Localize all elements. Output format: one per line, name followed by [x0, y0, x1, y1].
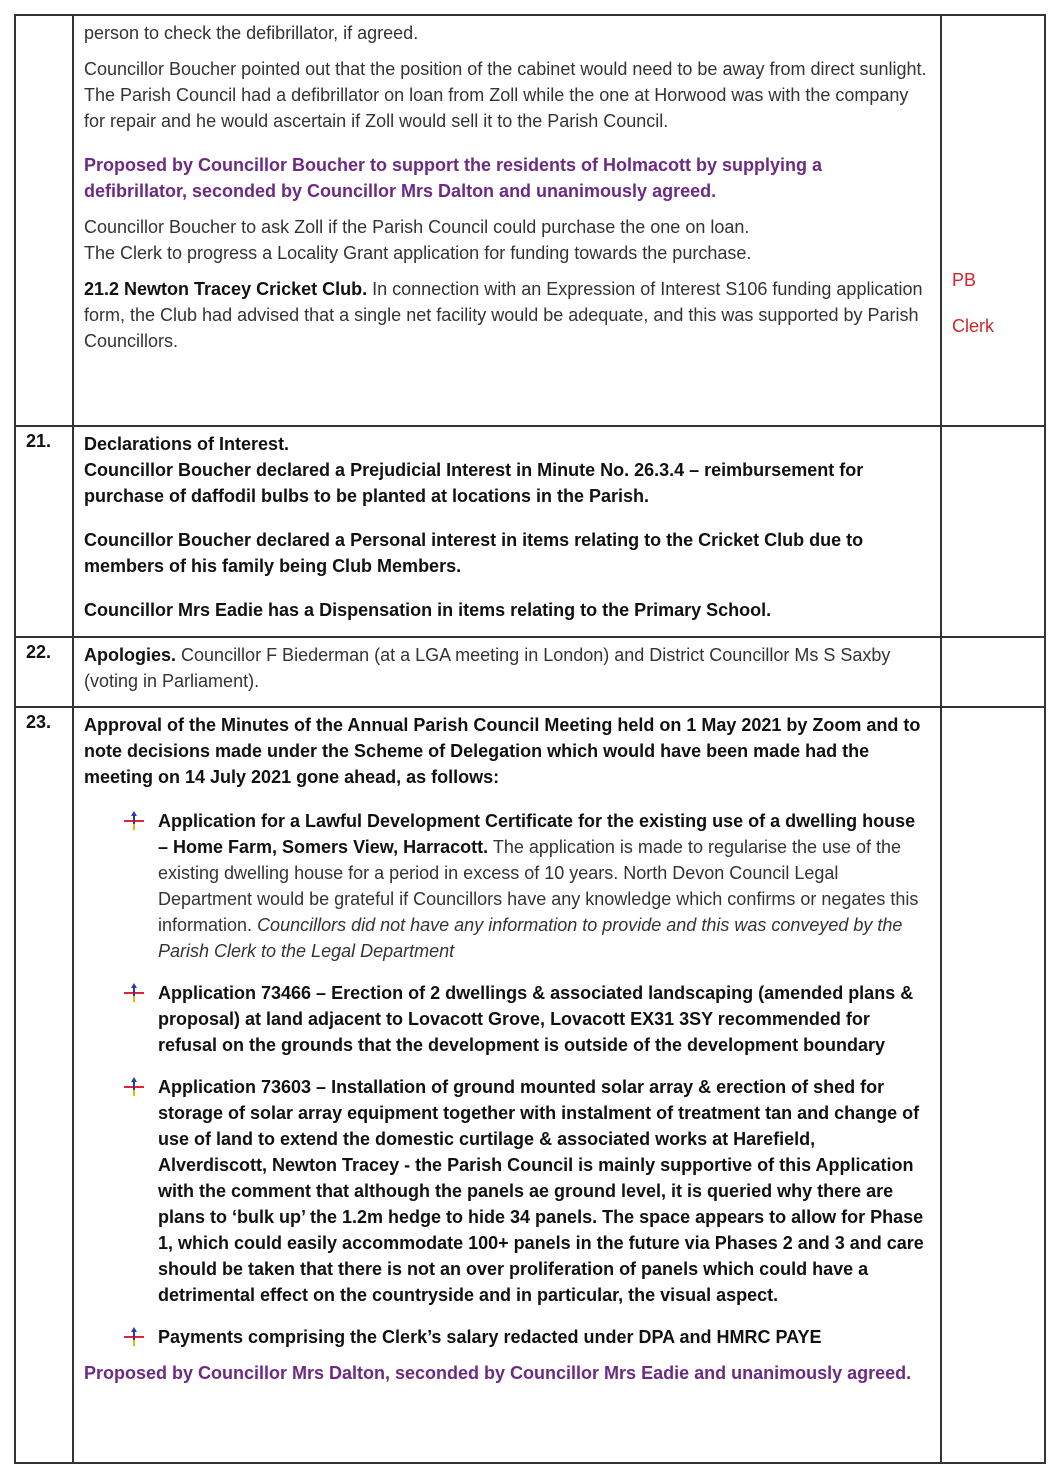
- ldc-application-note: Councillors did not have any information to provide and this was conveyed by the Parish Clerk to the Legal Department: [158, 915, 903, 961]
- defib-check-text: person to check the defibrillator, if agreed.: [84, 23, 419, 43]
- minute-number: 23.: [15, 707, 73, 1463]
- minute-row-22: [15, 637, 1045, 707]
- application-73466-text: Application 73466 – Erection of 2 dwellings & associated landscaping (amended plans & proposal) at land adjacent to Lovacott Grove, Lovacott EX31 3SY recommended for refusal on the grounds that the development is outside of the development boundary: [158, 983, 914, 1055]
- action-ask-zoll: Councillor Boucher to ask Zoll if the Parish Council could purchase the one on loan.: [84, 217, 750, 237]
- cricket-club-text: In connection with an Expression of Interest S106 funding application form, the Club had advised that a single net facility would be adequate, and this was supported by Parish Councillors.: [84, 279, 923, 351]
- action-owner-clerk: Clerk: [952, 316, 995, 336]
- apologies-paragraph: [84, 642, 928, 694]
- action-cell: [941, 426, 1045, 637]
- list-item: [122, 1074, 928, 1308]
- list-item: [122, 980, 928, 1058]
- minutes-table: [14, 14, 1046, 1464]
- action-locality-grant: The Clerk to progress a Locality Grant application for funding towards the purchase.: [84, 243, 752, 263]
- minute-row-21: [15, 426, 1045, 637]
- arrow-cross-bullet-icon: [122, 982, 146, 1004]
- arrow-cross-bullet-icon: [122, 1076, 146, 1098]
- minute-body-cell: [73, 426, 941, 637]
- personal-interest-text: Councillor Boucher declared a Personal interest in items relating to the Cricket Club due to members of his family being Club Members.: [84, 530, 864, 576]
- apologies-text: Councillor F Biederman (at a LGA meeting in London) and District Councillor Ms S Saxby (voting in Parliament).: [84, 645, 891, 691]
- proposal-approval: Proposed by Councillor Mrs Dalton, seconded by Councillor Mrs Eadie and unanimously agreed.: [84, 1363, 912, 1383]
- minute-number: 22.: [15, 637, 73, 707]
- prejudicial-interest-text: Councillor Boucher declared a Prejudicial Interest in Minute No. 26.3.4 – reimbursement for purchase of daffodil bulbs to be planted at locations in the Parish.: [84, 460, 864, 506]
- action-cell: [941, 637, 1045, 707]
- application-73603-text: Application 73603 – Installation of ground mounted solar array & erection of shed for storage of solar array equipment together with instalment of treatment tan and change of use of land to extend the domestic curtilage & associated works at Harefield, Alverdiscott, Newton Tracey - the Parish Council is mainly supportive of this Application with the comment that although the panels ae ground level, it is queried why there are plans to ‘bulk up’ the 1.2m hedge to hide 34 panels. The space appears to allow for Phase 1, which could easily accommodate 100+ panels in the future via Phases 2 and 3 and care should be taken that there is not an over proliferation of panels which could have a detrimental effect on the countryside and in particular, the visual aspect.: [158, 1077, 924, 1305]
- apologies-heading: Apologies.: [84, 645, 177, 665]
- approval-heading: Approval of the Minutes of the Annual Parish Council Meeting held on 1 May 2021 by Zoom and to note decisions made under the Scheme of Delegation which would have been made had the meeting on 14 July 2021 gone ahead, as follows:: [84, 715, 921, 787]
- delegation-list: [84, 808, 928, 1350]
- minute-number: 21.: [15, 426, 73, 637]
- declarations-heading: Declarations of Interest.: [84, 434, 290, 454]
- minute-row-continued: [15, 15, 1045, 426]
- cabinet-position-text: Councillor Boucher pointed out that the position of the cabinet would need to be away from direct sunlight.: [84, 59, 927, 79]
- minute-body-cell: [73, 15, 941, 426]
- minute-body-cell: [73, 637, 941, 707]
- action-owner-pb: PB: [952, 270, 977, 290]
- minute-body-cell: [73, 707, 941, 1463]
- minutes-page: [14, 14, 1044, 1464]
- arrow-cross-bullet-icon: [122, 1326, 146, 1348]
- proposal-defibrillator: Proposed by Councillor Boucher to support the residents of Holmacott by supplying a defibrillator, seconded by Councillor Mrs Dalton and unanimously agreed.: [84, 155, 823, 201]
- action-cell: [941, 15, 1045, 426]
- cricket-club-paragraph: [84, 276, 928, 354]
- ldc-application-heading: Application for a Lawful Development Certificate for the existing use of a dwelling house – Home Farm, Somers View, Harracott.: [158, 811, 916, 857]
- ldc-application-text: The application is made to regularise the use of the existing dwelling house for a period in excess of 10 years. North Devon Council Legal Department would be grateful if Councillors have any knowledge which confirms or negates this information.: [158, 837, 919, 935]
- arrow-cross-bullet-icon: [122, 810, 146, 832]
- payments-text: Payments comprising the Clerk’s salary redacted under DPA and HMRC PAYE: [158, 1327, 822, 1347]
- cricket-club-heading: 21.2 Newton Tracey Cricket Club.: [84, 279, 368, 299]
- minute-number-cell: [15, 15, 73, 426]
- dispensation-text: Councillor Mrs Eadie has a Dispensation in items relating to the Primary School.: [84, 600, 772, 620]
- minute-row-23: [15, 707, 1045, 1463]
- defib-loan-text: The Parish Council had a defibrillator on loan from Zoll while the one at Horwood was with the company for repair and he would ascertain if Zoll would sell it to the Parish Council.: [84, 85, 909, 131]
- list-item: [122, 1324, 928, 1350]
- list-item: [122, 808, 928, 964]
- action-cell: [941, 707, 1045, 1463]
